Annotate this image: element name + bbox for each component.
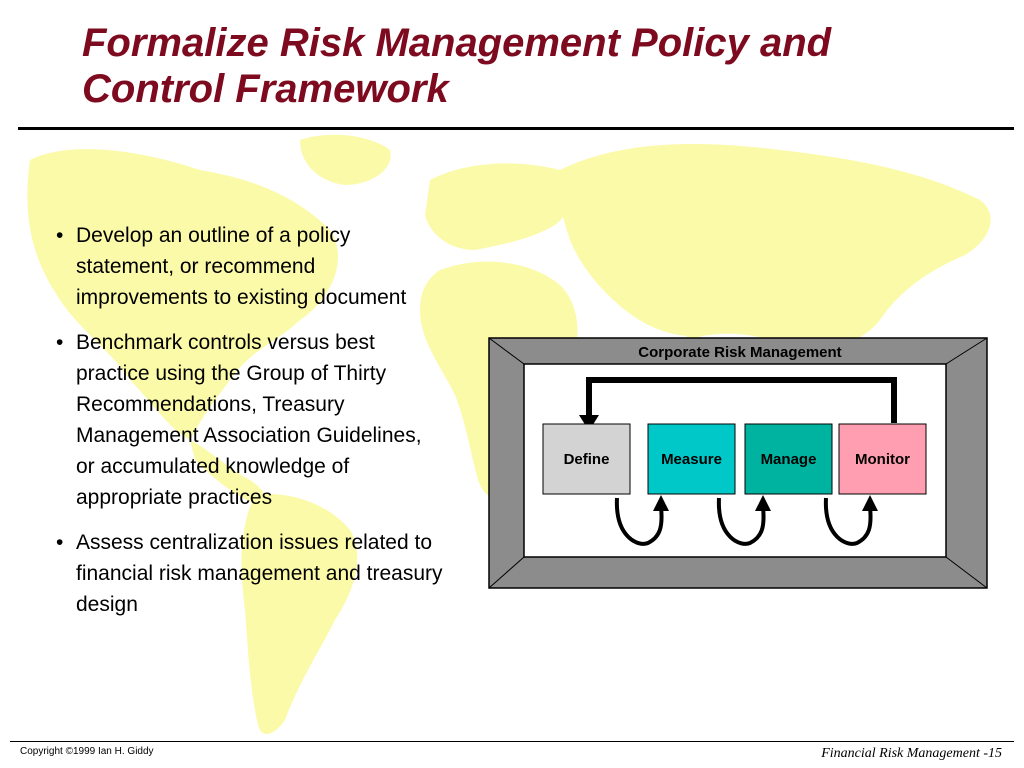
step-label-monitor: Monitor (855, 451, 910, 468)
map-asia (558, 144, 990, 347)
footer-page-label: Financial Risk Management -15 (821, 746, 1002, 761)
bullet-glyph: • (56, 224, 64, 247)
map-europe (425, 163, 573, 250)
bullet-item (56, 327, 446, 513)
step-label-manage: Manage (760, 451, 817, 468)
title-divider (18, 127, 1014, 130)
bullet-text: Assess centralization issues related to financial risk management and treasury design (76, 531, 443, 616)
page-title: Formalize Risk Management Policy and Control Framework (82, 21, 832, 111)
bullet-text: Benchmark controls versus best practice using the Group of Thirty Recommendations, Treasury Management Association Guidelines, or accumulated knowledge of appropriate practices (76, 331, 422, 509)
step-label-define: Define (563, 451, 610, 468)
risk-management-diagram (488, 337, 988, 589)
step-label-measure: Measure (661, 451, 722, 468)
bullet-text: Develop an outline of a policy statement, or recommend improvements to existing document (76, 224, 407, 309)
bullet-glyph: • (56, 531, 64, 554)
bullet-item (56, 220, 446, 313)
bullet-list (56, 220, 446, 634)
bullet-item (56, 527, 446, 620)
copyright-notice: Copyright ©1999 Ian H. Giddy (20, 746, 154, 757)
footer-divider (10, 741, 1014, 742)
map-greenland (300, 135, 391, 185)
diagram-title: Corporate Risk Management (638, 344, 842, 361)
bullet-glyph: • (56, 331, 64, 354)
